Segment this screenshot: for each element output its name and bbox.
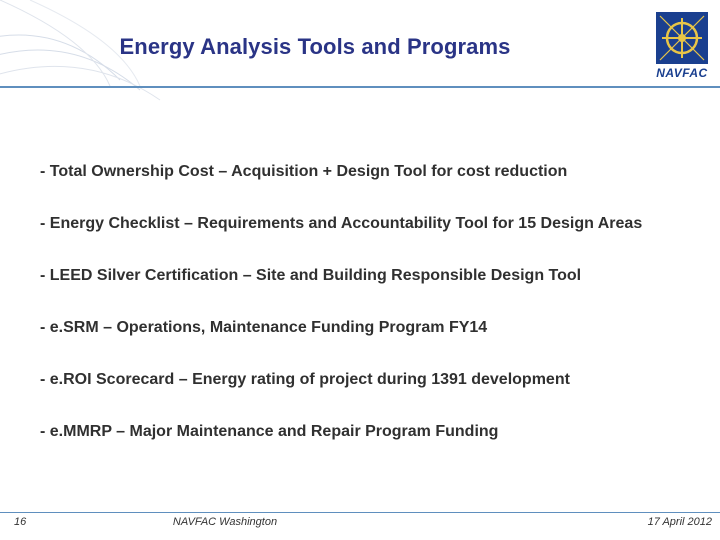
bullet-list [40,160,720,472]
header-arc-decoration [0,0,720,120]
bullet-item-energy-checklist: - Energy Checklist – Requirements and Accountability Tool for 15 Design Areas [40,215,643,232]
footer-organization: NAVFAC Washington [172,516,278,528]
bullet-item-emmrp: - e.MMRP – Major Maintenance and Repair Program Funding [40,423,499,440]
header-divider [0,86,720,88]
bullet-item-eroi-scorecard: - e.ROI Scorecard – Energy rating of project during 1391 development [40,371,570,388]
footer-date: 17 April 2012 [647,516,712,528]
page-number: 16 [14,516,27,528]
navfac-emblem-icon [656,12,708,64]
footer-divider [0,512,720,513]
logo-text: NAVFAC [656,66,708,80]
navfac-logo [652,10,712,80]
slide-title: Energy Analysis Tools and Programs [119,34,511,59]
bullet-item-esrm: - e.SRM – Operations, Maintenance Funding Program FY14 [40,319,488,336]
bullet-item-leed-silver: - LEED Silver Certification – Site and Building Responsible Design Tool [40,267,582,284]
bullet-item-total-ownership-cost: - Total Ownership Cost – Acquisition + Design Tool for cost reduction [40,163,568,180]
